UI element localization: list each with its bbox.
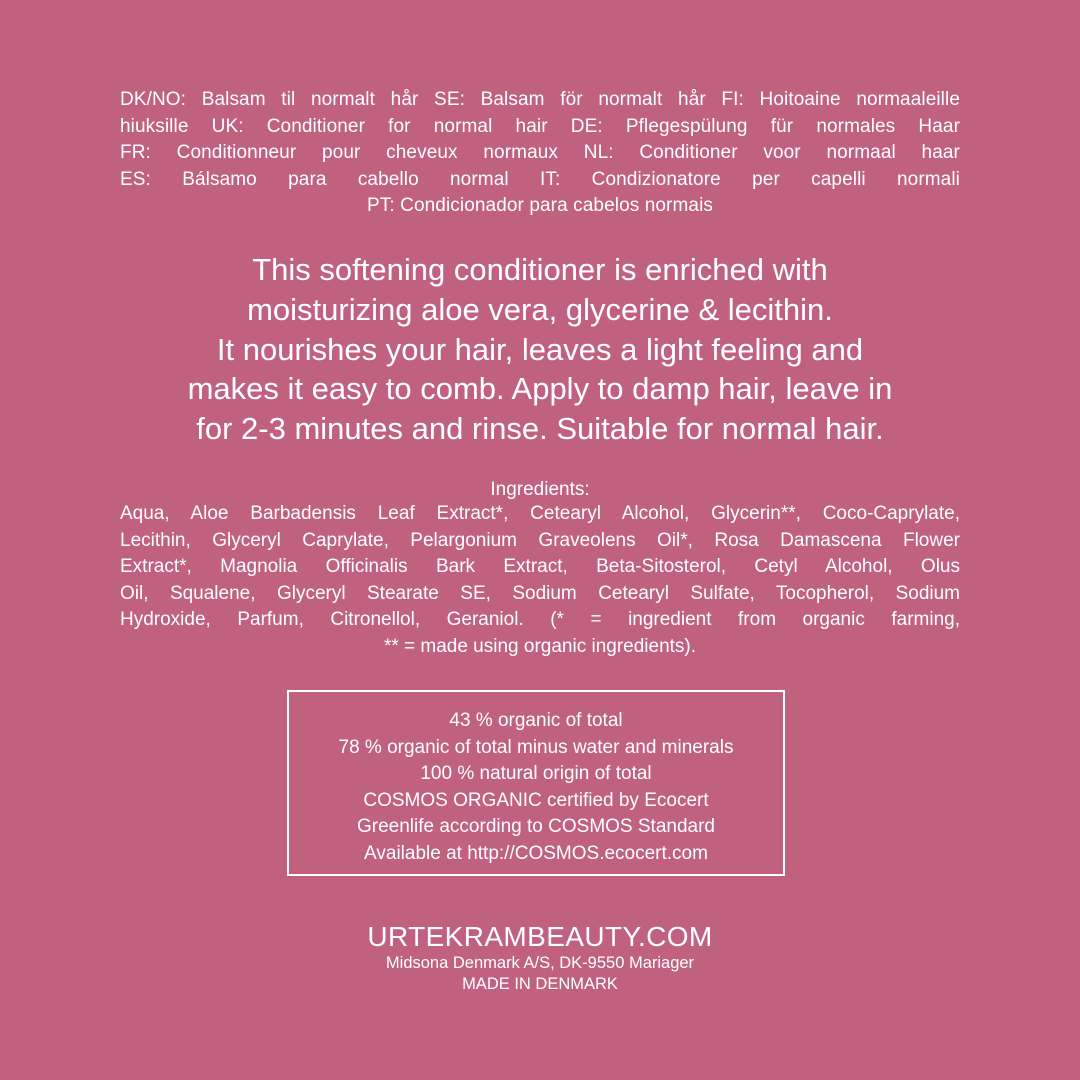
certification-line: 43 % organic of total <box>449 710 623 731</box>
description-line: This softening conditioner is enriched with <box>252 252 828 287</box>
translation-line: DK/NO: Balsam til normalt hår SE: Balsam för normalt hår FI: Hoitoaine normaaleille <box>120 89 960 110</box>
company-address: Midsona Denmark A/S, DK-9550 Mariager <box>385 954 695 972</box>
certification-line: Available at http://COSMOS.ecocert.com <box>364 842 708 864</box>
description-line: for 2-3 minutes and rinse. Suitable for normal hair. <box>196 411 884 447</box>
certification-box <box>287 690 785 876</box>
product-name-translations <box>120 87 960 220</box>
translation-line: PT: Condicionador para cabelos normais <box>367 195 713 217</box>
ingredients-heading: Ingredients: <box>490 479 590 500</box>
description-line: It nourishes your hair, leaves a light feeling and <box>216 331 864 367</box>
country-of-origin: MADE IN DENMARK <box>462 975 618 993</box>
ingredients-line: Extract*, Magnolia Officinalis Bark Extract, Beta-Sitosterol, Cetyl Alcohol, Olus <box>120 556 960 578</box>
ingredients-line: Aqua, Aloe Barbadensis Leaf Extract*, Cetearyl Alcohol, Glycerin**, Coco-Caprylate, <box>120 503 960 524</box>
product-description <box>100 250 980 449</box>
ingredients-line: Hydroxide, Parfum, Citronellol, Geraniol. (* = ingredient from organic farming, <box>120 609 960 631</box>
certification-line: 78 % organic of total minus water and minerals <box>338 736 734 758</box>
description-line: moisturizing aloe vera, glycerine & lecithin. <box>247 291 833 327</box>
certification-line: 100 % natural origin of total <box>420 763 652 785</box>
translation-line: ES: Bálsamo para cabello normal IT: Condizionatore per capelli normali <box>120 168 960 190</box>
description-line: makes it easy to comb. Apply to damp hair, leave in <box>187 371 893 407</box>
certification-details <box>289 708 783 868</box>
certification-line: Greenlife according to COSMOS Standard <box>356 816 715 838</box>
translation-line: FR: Conditionneur pour cheveux normaux NL: Conditioner voor normaal haar <box>120 142 960 164</box>
brand-website: URTEKRAMBEAUTY.COM <box>367 921 713 952</box>
ingredients-list <box>120 501 960 661</box>
translation-line: hiuksille UK: Conditioner for normal hair DE: Pflegespülung für normales Haar <box>120 115 960 137</box>
ingredients-line: Oil, Squalene, Glyceryl Stearate SE, Sodium Cetearyl Sulfate, Tocopherol, Sodium <box>120 582 960 604</box>
certification-line: COSMOS ORGANIC certified by Ecocert <box>363 789 709 811</box>
ingredients-line: Lecithin, Glyceryl Caprylate, Pelargonium Graveolens Oil*, Rosa Damascena Flower <box>120 529 960 551</box>
ingredients-line: ** = made using organic ingredients). <box>383 635 697 657</box>
